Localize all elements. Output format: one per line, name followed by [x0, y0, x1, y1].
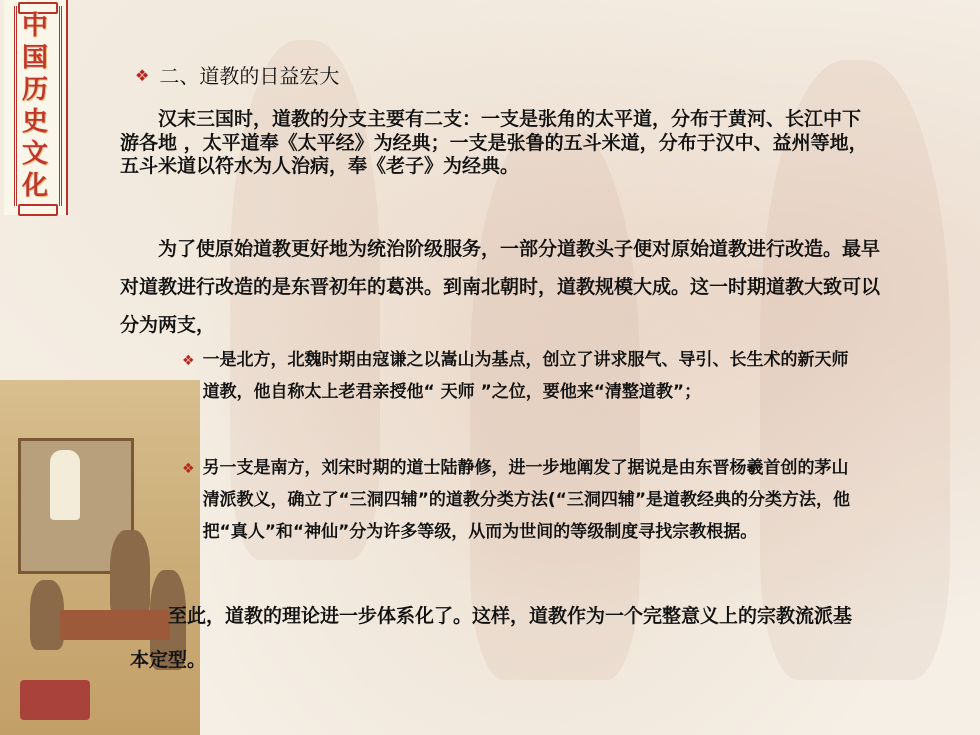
- banner-char: 中: [21, 11, 48, 41]
- paragraph-text: 汉末三国时，道教的分支主要有二支：一支是张角的太平道，分布于黄河、长江中下游各地 ，太平道奉《太平经》为经典；一支是张鲁的五斗米道，分布于汉中、益州等地，五斗米道以符水为人治病，奉《老子》为经典。: [120, 108, 868, 177]
- paragraph-text: 至此，道教的理论进一步体系化了。这样，道教作为一个完整意义上的宗教流派基本定型。: [130, 605, 853, 671]
- painting-rug: [20, 680, 90, 720]
- paragraph-conclusion: [130, 594, 870, 682]
- bullet-text: 另一支是南方，刘宋时期的道士陆静修，进一步地阐发了据说是由东晋杨羲首创的茅山清派教义，确立了“三洞四辅”的道教分类方法(“三洞四辅”是道教经典的分类方法，他把“真人”和“神仙”分为许多等级，从而为世间的等级制度寻找宗教根据。: [202, 458, 851, 542]
- banner-char: 化: [21, 171, 48, 201]
- banner-knot-bottom: [18, 204, 58, 216]
- banner-characters: [4, 12, 66, 200]
- banner-char: 史: [21, 107, 48, 137]
- heading-text: 二、道教的日益宏大: [159, 64, 340, 88]
- banner-char: 文: [21, 139, 48, 169]
- diamond-bullet-icon: ❖: [182, 461, 195, 477]
- paragraph-three-kingdoms: [120, 108, 870, 179]
- diamond-bullet-icon: ❖: [182, 353, 195, 369]
- paragraph-reform: [120, 230, 880, 344]
- banner-char: 国: [21, 43, 48, 73]
- painting-person: [30, 580, 64, 650]
- painting-portrait: [50, 450, 80, 520]
- bullet-north: [182, 344, 852, 408]
- bullet-text: 一是北方，北魏时期由寇谦之以嵩山为基点，创立了讲求服气、导引、长生术的新天师道教，他自称太上老君亲授他“ 天师 ”之位，要他来“清整道教”；: [202, 350, 849, 402]
- bullet-south: [182, 452, 852, 548]
- diamond-bullet-icon: ❖: [135, 66, 150, 85]
- banner-char: 历: [21, 75, 48, 105]
- title-banner: [4, 0, 68, 215]
- paragraph-text: 为了使原始道教更好地为统治阶级服务，一部分道教头子便对原始道教进行改造。最早对道教进行改造的是东晋初年的葛洪。到南北朝时，道教规模大成。这一时期道教大致可以分为两支，: [120, 238, 881, 336]
- section-heading: [135, 62, 339, 90]
